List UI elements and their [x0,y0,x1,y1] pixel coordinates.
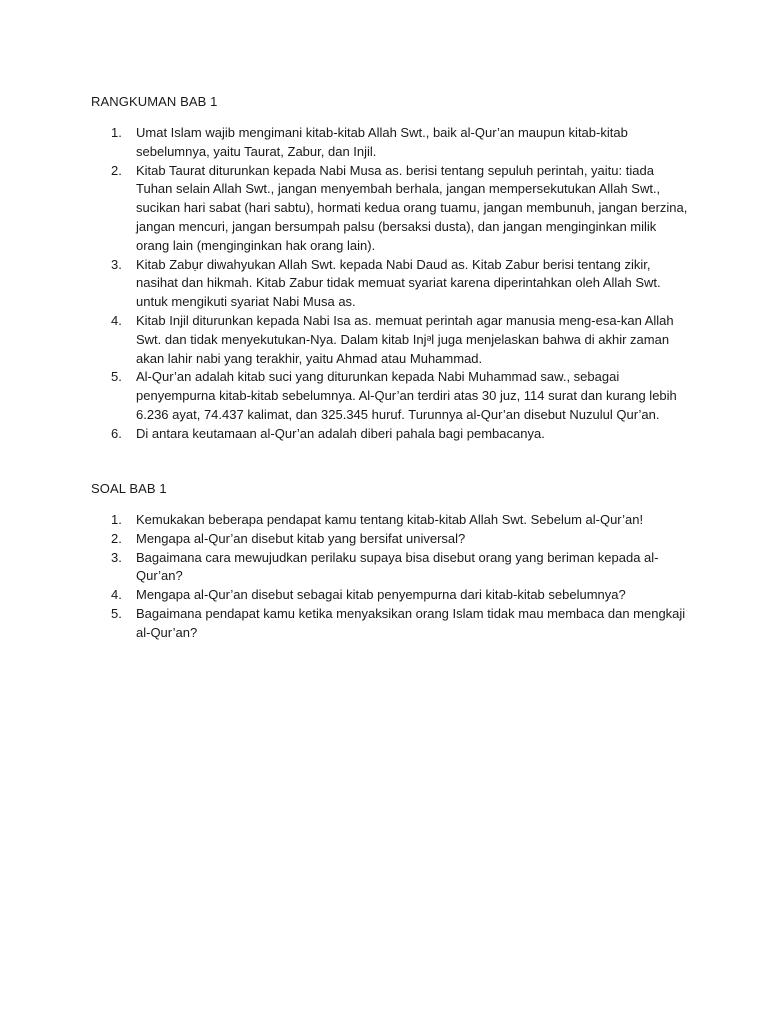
list-item [91,530,691,549]
list-item-number: 3. [111,256,122,272]
list-item-number: 2. [111,530,122,546]
questions-section [91,480,691,643]
list-item-text: Bagaimana cara mewujudkan perilaku supaya bisa disebut orang yang beriman kepada al-Qur’an? [136,549,659,584]
summary-list [91,124,691,444]
list-item [91,162,691,256]
list-item-number: 1. [111,125,122,140]
list-item-number: 6. [111,425,122,441]
list-item-text: Kitab Taurat diturunkan kepada Nabi Musa as. berisi tentang sepuluh perintah, yaitu: tiada Tuhan selain Allah Swt., jangan menyembah berhala, jangan mempersekutukan Allah Swt., sucikan hari sabat (hari sabtu), hormati kedua orang tuamu, jangan membunuh, jangan berzina, jangan mencuri, jangan bersumpah palsu (bersaksi dusta), dan jangan menginginkan milik orang lain (menginginkan hak orang lain). [136,162,688,253]
questions-heading: SOAL BAB 1 [91,481,167,496]
list-item [91,124,691,162]
list-item-text: Di antara keutamaan al-Qur’an adalah diberi pahala bagi pembacanya. [136,425,545,441]
list-item-text: Mengapa al-Qur’an disebut kitab yang bersifat universal? [136,530,466,546]
list-item-number: 5. [111,369,122,385]
list-item [91,368,691,424]
questions-list [91,511,691,643]
list-item [91,586,691,605]
list-item-number: 1. [111,512,122,527]
list-item [91,549,691,587]
list-item [91,312,691,368]
list-item [91,511,691,530]
summary-heading: RANGKUMAN BAB 1 [91,94,218,109]
list-item-text: Kitab Zabụr diwahyukan Allah Swt. kepada Nabi Daud as. Kitab Zabur berisi tentang zikir, nasihat dan hikmah. Kitab Zabur tidak memuat syariat karena diperintahkan oleh Allah Swt. untuk mengikuti syariat Nabi Musa as. [136,256,661,310]
summary-section [91,93,691,444]
list-item-number: 5. [111,605,122,621]
list-item-text: Bagaimana pendapat kamu ketika menyaksikan orang Islam tidak mau membaca dan mengkaji al-Qur’an? [136,605,686,640]
list-item-text: Kemukakan beberapa pendapat kamu tentang kitab-kitab Allah Swt. Sebelum al-Qur’an! [136,512,644,527]
list-item-number: 4. [111,312,122,328]
list-item-text: Al-Qur’an adalah kitab suci yang diturunkan kepada Nabi Muhammad saw., sebagai penyempurna kitab-kitab sebelumnya. Al-Qur’an terdiri atas 30 juz, 114 surat dan kurang lebih 6.236 ayat, 74.437 kalimat, dan 325.345 huruf. Turunnya al-Qur’an disebut Nuzulul Qur’an. [136,369,677,422]
list-item [91,425,691,444]
list-item-number: 2. [111,162,122,178]
list-item-text: Mengapa al-Qur’an disebut sebagai kitab penyempurna dari kitab-kitab sebelumnya? [136,587,626,603]
list-item-text: Umat Islam wajib mengimani kitab-kitab Allah Swt., baik al-Qur’an maupun kitab-kitab sebelumnya, yaitu Taurat, Zabur, dan Injil. [136,125,628,159]
list-item [91,256,691,312]
list-item-text: Kitab Injil diturunkan kepada Nabi Isa as. memuat perintah agar manusia meng-esa-kan Allah Swt. dan tidak menyekutukan-Nya. Dalam kitab Injᵊl juga menjelaskan bahwa di akhir zaman akan lahir nabi yang terakhir, yaitu Ahmad atau Muhammad. [136,312,674,366]
list-item-number: 3. [111,549,122,565]
list-item-number: 4. [111,587,122,603]
list-item [91,605,691,643]
